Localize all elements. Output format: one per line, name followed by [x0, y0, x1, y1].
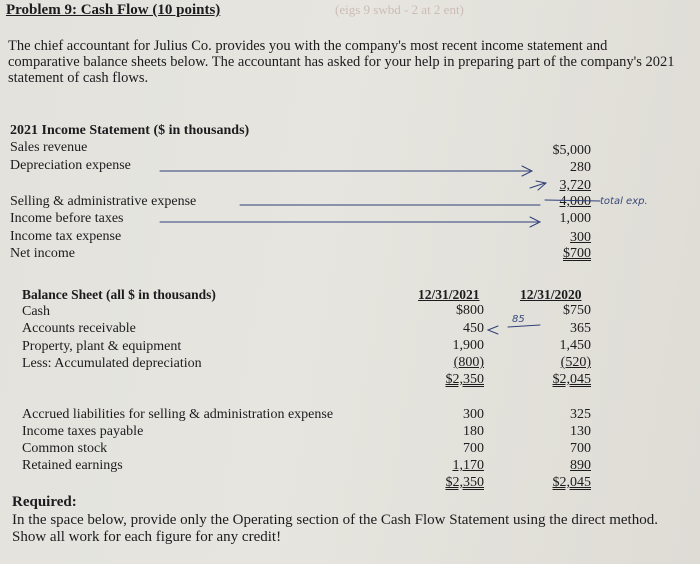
bs-2020-accrued-liab: 325 [570, 407, 591, 422]
balance-sheet-title: Balance Sheet (all $ in thousands) [22, 287, 216, 302]
problem-title: Problem 9: Cash Flow (10 points) [6, 2, 221, 18]
handwritten-ar-change: 85 [512, 314, 525, 325]
bs-label-accrued-liab: Accrued liabilities for selling & administration expense [22, 407, 334, 422]
bs-2021-cash: $800 [456, 303, 484, 318]
bs-2021-total-assets: $2,350 [445, 372, 484, 387]
intro-paragraph: The chief accountant for Julius Co. provides you with the company's most recent income statement and comparative balance sheets below. The accountant has asked for your help in preparing part of the company's 2021 statement of cash flows. [8, 38, 675, 86]
faded-background-text: (eigs 9 swbd - 2 at 2 ent) [335, 2, 464, 17]
bs-2020-ar: 365 [570, 321, 591, 336]
handwritten-total-exp: total exp. [600, 196, 648, 207]
bs-label-common-stock: Common stock [22, 441, 108, 456]
is-value-sales: $5,000 [552, 143, 591, 158]
is-label-selling-admin: Selling & administrative expense [10, 194, 197, 209]
is-value-subtotal: 3,720 [559, 178, 591, 193]
bs-2020-cash: $750 [563, 303, 591, 318]
bs-label-retained-earnings: Retained earnings [22, 458, 123, 473]
bs-2021-accrued-liab: 300 [463, 407, 484, 422]
bs-label-ar: Accounts receivable [22, 321, 136, 336]
bs-label-taxes-payable: Income taxes payable [22, 424, 144, 439]
is-value-selling-admin: 4,000 [559, 194, 591, 209]
bs-2020-common-stock: 700 [570, 441, 591, 456]
date-2020: 12/31/2020 [520, 287, 582, 302]
pen-ar-bracket [488, 326, 498, 334]
is-value-tax-expense: 300 [570, 230, 591, 245]
required-text: In the space below, provide only the Operating section of the Cash Flow Statement using the direct method. Show all work for each figure for any credit! [12, 512, 658, 545]
bs-2020-accum-dep: (520) [560, 355, 591, 370]
is-label-depreciation: Depreciation expense [10, 158, 131, 173]
is-label-sales: Sales revenue [10, 140, 88, 155]
bs-2021-taxes-payable: 180 [463, 424, 484, 439]
required-heading: Required: [12, 494, 77, 510]
is-label-income-before-taxes: Income before taxes [10, 211, 124, 226]
bs-label-cash: Cash [22, 304, 50, 319]
bs-2020-total-liabilities: $2,045 [552, 475, 591, 490]
bs-2021-ar: 450 [463, 321, 484, 336]
bs-label-ppe: Property, plant & equipment [22, 339, 182, 354]
bs-2021-retained-earnings: 1,170 [452, 458, 484, 473]
bs-label-accum-dep: Less: Accumulated depreciation [22, 356, 202, 371]
bs-2020-ppe: 1,450 [559, 338, 591, 353]
pen-ar-underline [508, 325, 540, 327]
bs-2021-accum-dep: (800) [453, 355, 484, 370]
is-value-net-income: $700 [563, 246, 591, 261]
is-value-depreciation: 280 [570, 160, 591, 175]
bs-2020-total-assets: $2,045 [552, 372, 591, 387]
pen-line-total-exp [545, 200, 600, 201]
bs-2021-common-stock: 700 [463, 441, 484, 456]
date-2021: 12/31/2021 [418, 287, 480, 302]
bs-2020-taxes-payable: 130 [570, 424, 591, 439]
is-value-income-before-taxes: 1,000 [559, 211, 591, 226]
bs-2021-ppe: 1,900 [452, 338, 484, 353]
bs-2020-retained-earnings: 890 [570, 458, 591, 473]
is-label-net-income: Net income [10, 246, 75, 261]
bs-2021-total-liabilities: $2,350 [445, 475, 484, 490]
income-statement-title: 2021 Income Statement ($ in thousands) [10, 123, 250, 138]
is-label-tax-expense: Income tax expense [10, 229, 122, 244]
